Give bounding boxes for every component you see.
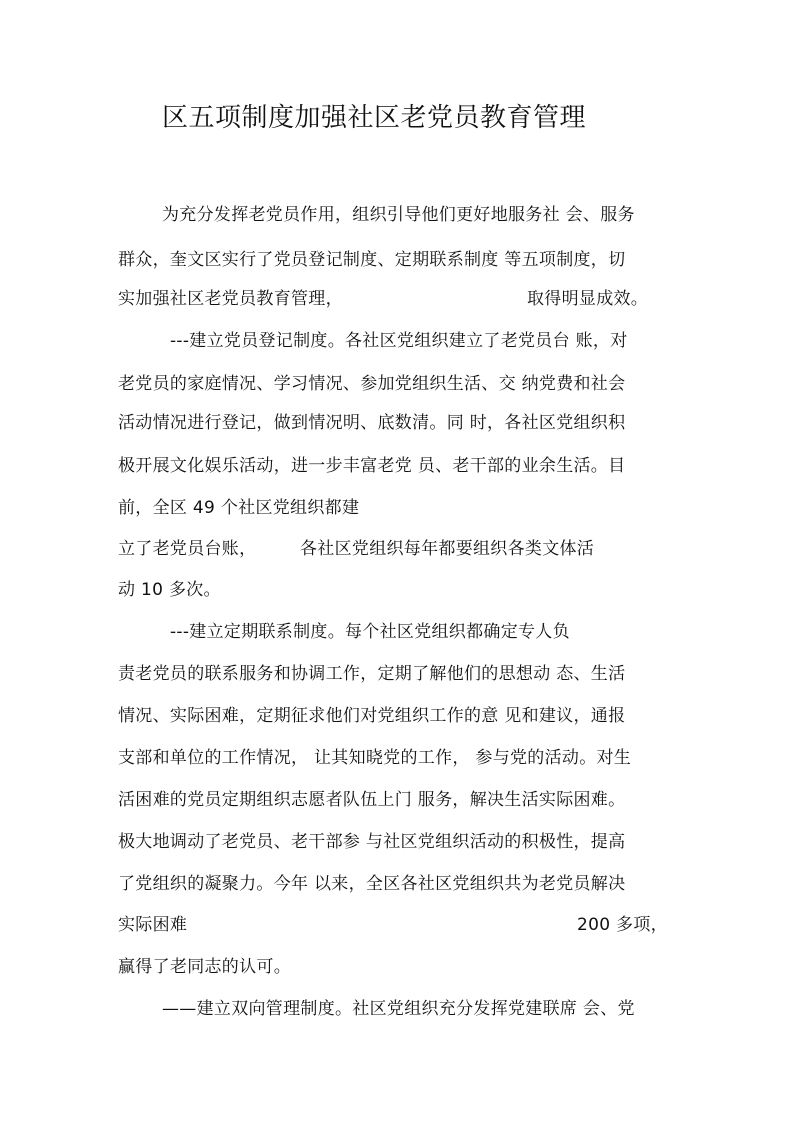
- text-line: 取得明显成效。: [527, 289, 649, 309]
- text-line: 实际困难: [118, 915, 188, 935]
- text-line: 了党组织的凝聚力。今年 以来，全区各社区党组织共为老党员解决: [118, 874, 626, 894]
- text-line: 赢得了老同志的认可。: [118, 957, 291, 977]
- text-line: 群众，奎文区实行了党员登记制度、定期联系制度 等五项制度，切: [118, 250, 626, 270]
- text-line: 活动情况进行登记，做到情况明、底数清。同 时，各社区党组织积: [118, 413, 626, 433]
- text-line: ——建立双向管理制度。社区党组织充分发挥党建联席 会、党: [162, 999, 635, 1019]
- text-line: 情况、实际困难，定期征求他们对党组织工作的意 见和建议，通报: [118, 706, 626, 726]
- text-line: 极开展文化娱乐活动，进一步丰富老党 员、老干部的业余生活。目: [118, 456, 626, 476]
- text-line: 动 10 多次。: [118, 580, 221, 600]
- text-line: 责老党员的联系服务和协调工作，定期了解他们的思想动 态、生活: [118, 664, 626, 684]
- text-line: ---建立党员登记制度。各社区党组织建立了老党员台 账，对: [170, 331, 628, 351]
- text-line: 活困难的党员定期组织志愿者队伍上门 服务，解决生活实际困难。: [118, 790, 626, 810]
- text-line: 前，全区 49 个社区党组织都建: [118, 498, 360, 518]
- text-line: 极大地调动了老党员、老干部参 与社区党组织活动的积极性，提高: [118, 832, 626, 852]
- text-line: 200 多项，: [577, 915, 668, 935]
- text-line: 为充分发挥老党员作用，组织引导他们更好地服务社 会、服务: [162, 205, 635, 225]
- text-line: 各社区党组织每年都要组织各类文体活: [300, 539, 595, 559]
- document-title: 区五项制度加强社区老党员教育管理: [162, 103, 587, 133]
- text-line: 实加强社区老党员教育管理，: [118, 289, 343, 309]
- text-line: 立了老党员台账，: [118, 539, 257, 559]
- text-line: 支部和单位的工作情况， 让其知晓党的工作， 参与党的活动。对生: [118, 748, 632, 768]
- text-line: ---建立定期联系制度。每个社区党组织都确定专人负: [170, 622, 570, 642]
- text-line: 老党员的家庭情况、学习情况、参加党组织生活、交 纳党费和社会: [118, 374, 626, 394]
